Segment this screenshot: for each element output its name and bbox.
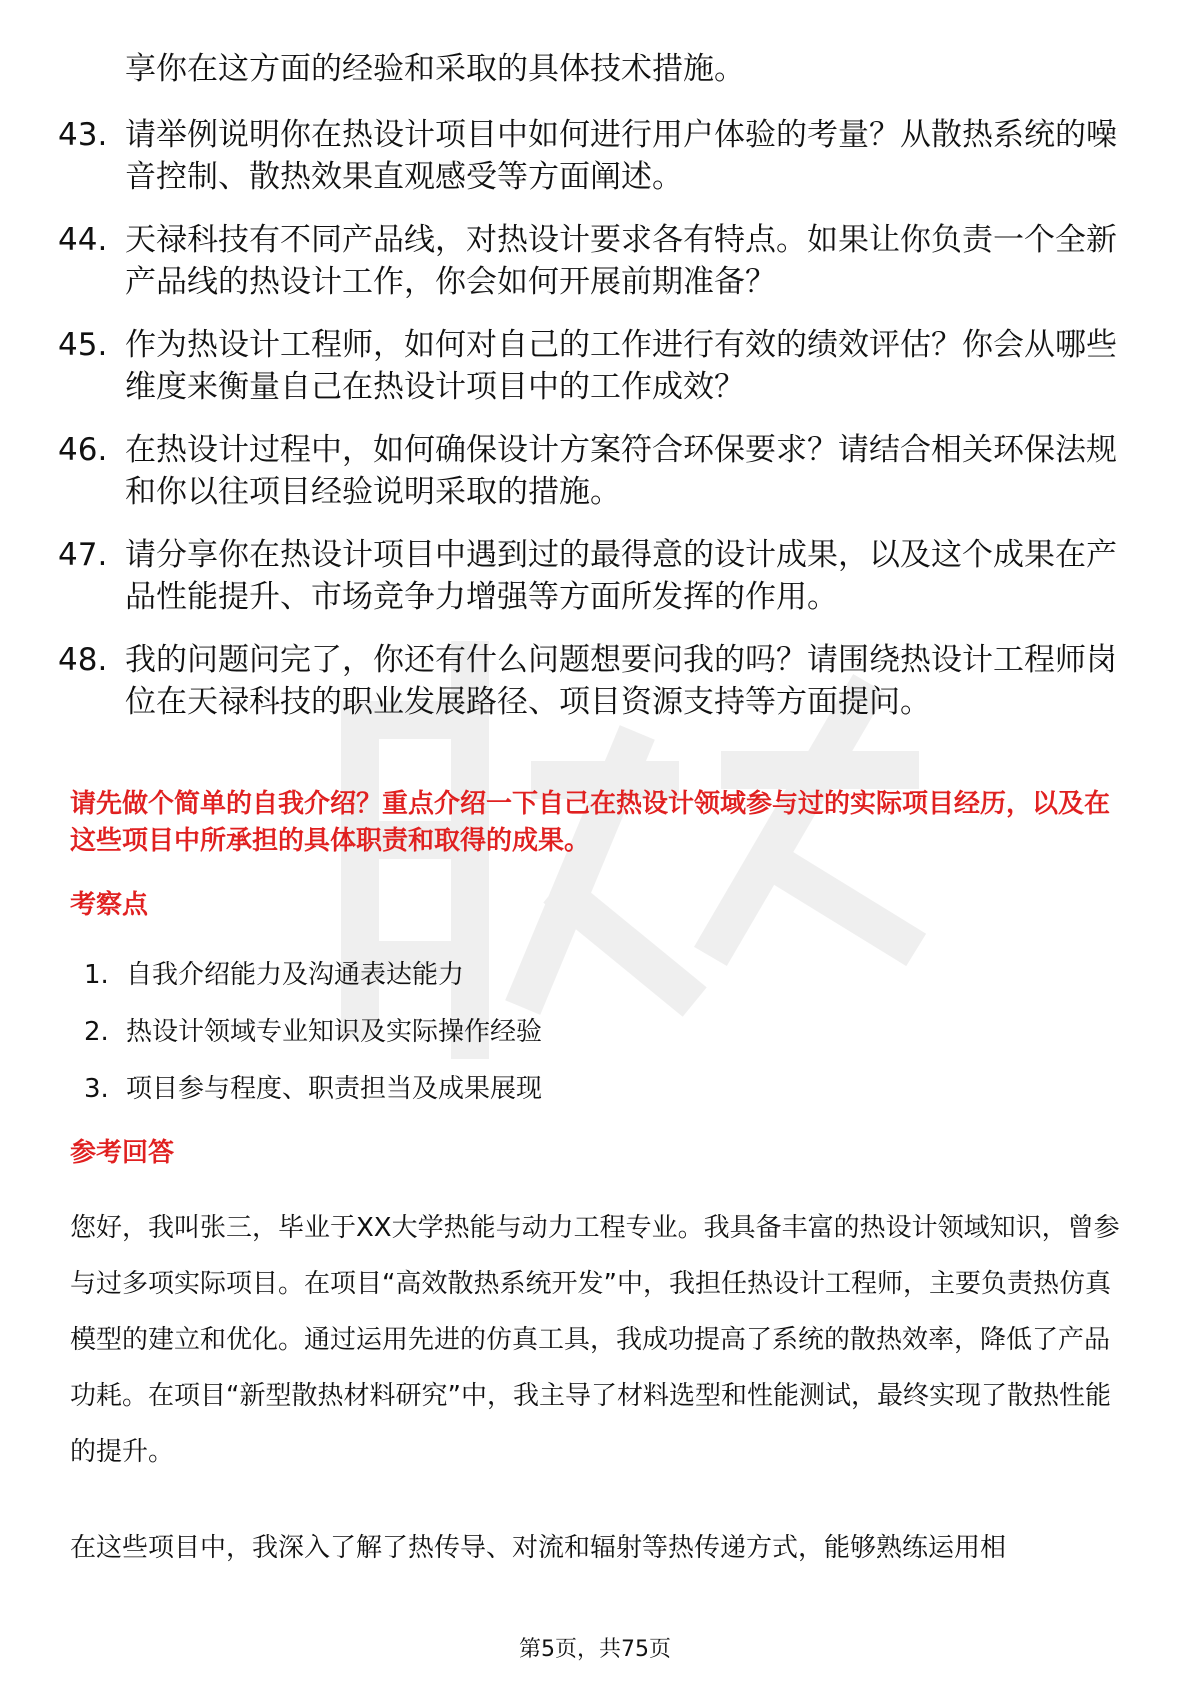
question-list	[58, 48, 1118, 744]
question-number: 47.	[58, 537, 108, 573]
question-number: 44.	[58, 222, 108, 258]
list-item	[84, 1072, 984, 1106]
point-number: 2.	[84, 1017, 109, 1047]
list-item	[84, 958, 984, 992]
question-text: 在热设计过程中，如何确保设计方案符合环保要求？请结合相关环保法规和你以往项目经验说明采取的措施。	[125, 432, 1117, 510]
question-number: 46.	[58, 432, 108, 468]
question-number: 45.	[58, 327, 108, 363]
list-item	[58, 429, 1118, 513]
question-text: 享你在这方面的经验和采取的具体技术措施。	[125, 51, 745, 87]
point-text: 热设计领域专业知识及实际操作经验	[126, 1017, 543, 1047]
question-text: 请举例说明你在热设计项目中如何进行用户体验的考量？从散热系统的噪音控制、散热效果直观感受等方面阐述。	[125, 117, 1117, 195]
page-footer: 第5页，共75页	[519, 1637, 671, 1662]
list-item	[58, 324, 1118, 408]
point-number: 1.	[84, 960, 109, 990]
point-text: 自我介绍能力及沟通表达能力	[126, 960, 465, 990]
point-text: 项目参与程度、职责担当及成果展现	[126, 1074, 543, 1104]
list-item	[58, 114, 1118, 198]
answer-paragraph: 在这些项目中，我深入了解了热传导、对流和辐射等热传递方式，能够熟练运用相	[70, 1533, 1007, 1563]
point-number: 3.	[84, 1074, 109, 1104]
question-text: 请分享你在热设计项目中遇到过的最得意的设计成果，以及这个成果在产品性能提升、市场竞争力增强等方面所发挥的作用。	[125, 537, 1117, 615]
question-number: 43.	[58, 117, 108, 153]
question-text: 我的问题问完了，你还有什么问题想要问我的吗？请围绕热设计工程师岗位在天禄科技的职业发展路径、项目资源支持等方面提问。	[125, 642, 1117, 720]
question-text: 天禄科技有不同产品线，对热设计要求各有特点。如果让你负责一个全新产品线的热设计工作，你会如何开展前期准备？	[125, 222, 1117, 300]
question-number: 48.	[58, 642, 108, 678]
list-item	[58, 219, 1118, 303]
answer-title: 参考回答	[70, 1138, 175, 1168]
question-text: 作为热设计工程师，如何对自己的工作进行有效的绩效评估？你会从哪些维度来衡量自己在热设计项目中的工作成效？	[125, 327, 1117, 405]
answer-paragraph: 您好，我叫张三，毕业于XX大学热能与动力工程专业。我具备丰富的热设计领域知识，曾参与过多项实际项目。在项目“高效散热系统开发”中，我担任热设计工程师，主要负责热仿真模型的建立和优化。通过运用先进的仿真工具，我成功提高了系统的散热效率，降低了产品功耗。在项目“新型散热材料研究”中，我主导了材料选型和性能测试，最终实现了散热性能的提升。	[70, 1213, 1120, 1467]
key-points-list	[84, 958, 984, 1129]
list-item	[58, 48, 1118, 90]
list-item	[84, 1015, 984, 1049]
key-points-title: 考察点	[70, 890, 149, 920]
highlight-question: 请先做个简单的自我介绍？重点介绍一下自己在热设计领域参与过的实际项目经历，以及在这些项目中所承担的具体职责和取得的成果。	[70, 789, 1111, 856]
list-item	[58, 534, 1118, 618]
list-item	[58, 639, 1118, 723]
